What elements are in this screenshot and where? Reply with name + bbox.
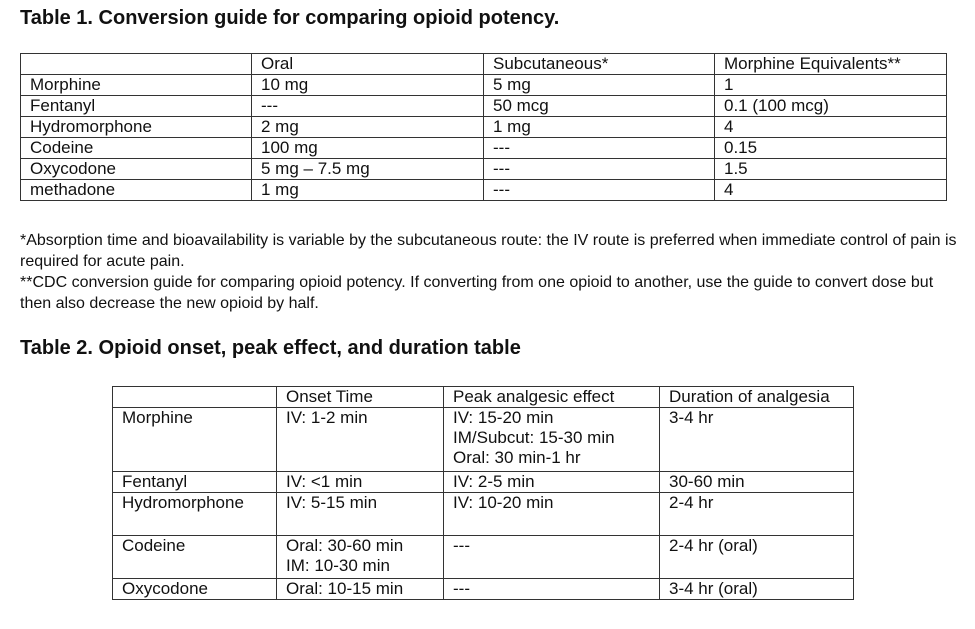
peak-line: IV: 2-5 min: [453, 472, 535, 491]
table1-drug-cell: Morphine: [21, 75, 252, 96]
table1-drug-cell: methadone: [21, 180, 252, 201]
peak-line: ---: [453, 579, 470, 598]
table1-cell: ---: [484, 138, 715, 159]
table1-header-cell: Subcutaneous*: [484, 54, 715, 75]
table2-duration-cell: [660, 579, 854, 600]
table2-peak-cell: [444, 536, 660, 579]
table1-row: [21, 159, 947, 180]
peak-line: IV: 15-20 min: [453, 408, 554, 427]
onset-line: IV: <1 min: [286, 472, 363, 491]
table1-header-cell: [21, 54, 252, 75]
onset-line: IM: 10-30 min: [286, 556, 390, 575]
table1-row: [21, 138, 947, 159]
table2-duration-cell: [660, 472, 854, 493]
table1-cell: 5 mg – 7.5 mg: [252, 159, 484, 180]
table1-cell: 10 mg: [252, 75, 484, 96]
table1-cell: 1 mg: [484, 117, 715, 138]
table2-drug-cell: Oxycodone: [113, 579, 277, 600]
table2-peak-cell: [444, 579, 660, 600]
table1-drug-cell: Hydromorphone: [21, 117, 252, 138]
table2-peak-cell: [444, 472, 660, 493]
peak-line: IV: 10-20 min: [453, 493, 554, 512]
duration-line: 30-60 min: [669, 472, 745, 491]
table2-header-cell: Onset Time: [277, 387, 444, 408]
onset-line: Oral: 30-60 min: [286, 536, 404, 555]
table2-duration-cell: [660, 493, 854, 536]
table1-cell: 4: [715, 180, 947, 201]
table2-peak-cell: [444, 408, 660, 472]
footnote-subcutaneous: *Absorption time and bioavailability is variable by the subcutaneous route: the IV route is preferred when immediate control of pain is required for acute pain.: [20, 232, 957, 270]
table1-cell: 1.5: [715, 159, 947, 180]
duration-line: 2-4 hr: [669, 493, 714, 512]
onset-peak-duration-table: [112, 386, 854, 600]
table2-onset-cell: [277, 408, 444, 472]
onset-line: IV: 5-15 min: [286, 493, 378, 512]
table2-header-row: [113, 387, 854, 408]
table2-duration-cell: [660, 408, 854, 472]
peak-line: IM/Subcut: 15-30 min: [453, 428, 615, 447]
table1-header-cell: Oral: [252, 54, 484, 75]
table1-drug-cell: Fentanyl: [21, 96, 252, 117]
table2-drug-cell: Fentanyl: [113, 472, 277, 493]
conversion-table: [20, 53, 947, 201]
table1-cell: 0.15: [715, 138, 947, 159]
table2-drug-cell: Codeine: [113, 536, 277, 579]
table1-row: [21, 180, 947, 201]
table2-drug-cell: Morphine: [113, 408, 277, 472]
table2-row: [113, 408, 854, 472]
table1-header-cell: Morphine Equivalents**: [715, 54, 947, 75]
table2-header-cell: Duration of analgesia: [660, 387, 854, 408]
table1-cell: 1: [715, 75, 947, 96]
table1-drug-cell: Codeine: [21, 138, 252, 159]
table2-onset-cell: [277, 472, 444, 493]
table1-cell: ---: [252, 96, 484, 117]
table1-title: Table 1. Conversion guide for comparing opioid potency.: [20, 7, 560, 29]
table1-cell: 1 mg: [252, 180, 484, 201]
table1-row: [21, 96, 947, 117]
table1-drug-cell: Oxycodone: [21, 159, 252, 180]
table2-onset-cell: [277, 536, 444, 579]
table1-cell: ---: [484, 180, 715, 201]
table1-cell: ---: [484, 159, 715, 180]
table2-header-cell: Peak analgesic effect: [444, 387, 660, 408]
table1-cell: 4: [715, 117, 947, 138]
duration-line: 2-4 hr (oral): [669, 536, 758, 555]
peak-line: Oral: 30 min-1 hr: [453, 448, 581, 467]
footnote-cdc: **CDC conversion guide for comparing opioid potency. If converting from one opioid to another, use the guide to convert dose but then also decrease the new opioid by half.: [20, 274, 934, 312]
table2-duration-cell: [660, 536, 854, 579]
table2-row: [113, 536, 854, 579]
table2-header-cell: [113, 387, 277, 408]
table2-onset-cell: [277, 579, 444, 600]
duration-line: 3-4 hr (oral): [669, 579, 758, 598]
table2-row: [113, 472, 854, 493]
table2-peak-cell: [444, 493, 660, 536]
table2-row: [113, 579, 854, 600]
footnotes: [20, 230, 960, 314]
table2-drug-cell: Hydromorphone: [113, 493, 277, 536]
table1-header-row: [21, 54, 947, 75]
table1-cell: 0.1 (100 mcg): [715, 96, 947, 117]
table2-onset-cell: [277, 493, 444, 536]
table1-row: [21, 117, 947, 138]
table1-cell: 50 mcg: [484, 96, 715, 117]
duration-line: 3-4 hr: [669, 408, 714, 427]
onset-line: Oral: 10-15 min: [286, 579, 404, 598]
peak-line: ---: [453, 536, 470, 555]
table1-cell: 100 mg: [252, 138, 484, 159]
table1-row: [21, 75, 947, 96]
table1-cell: 2 mg: [252, 117, 484, 138]
onset-line: IV: 1-2 min: [286, 408, 368, 427]
table1-cell: 5 mg: [484, 75, 715, 96]
table2-row: [113, 493, 854, 536]
table2-title: Table 2. Opioid onset, peak effect, and duration table: [20, 337, 521, 359]
